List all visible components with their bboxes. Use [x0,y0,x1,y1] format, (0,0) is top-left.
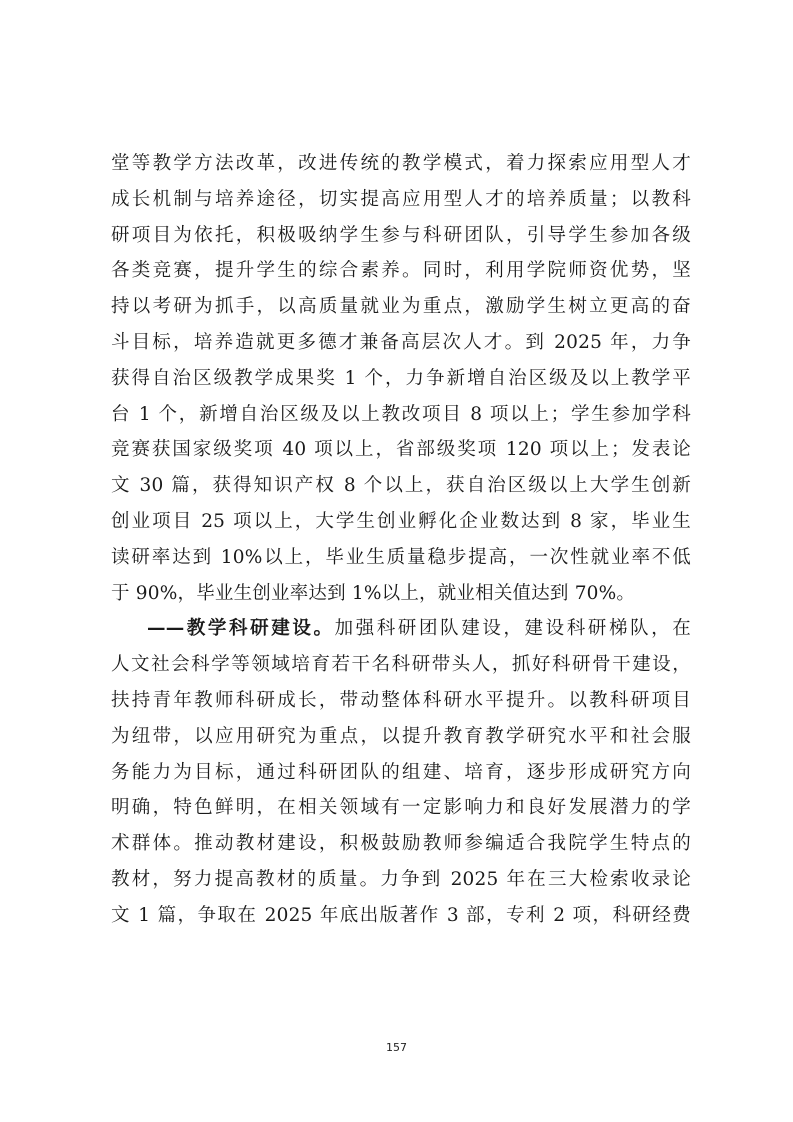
text-line: 获得自治区级教学成果奖 1 个，力争新增自治区级及以上教学平 [111,367,691,389]
text-line: 扶持青年教师科研成长，带动整体科研水平提升。以教科研项目 [111,689,691,711]
text-line: 持以考研为抓手，以高质量就业为重点，激励学生树立更高的奋 [111,296,691,318]
text-line: 台 1 个，新增自治区级及以上教改项目 8 项以上；学生参加学科 [111,403,691,425]
text-line: 成长机制与培养途径，切实提高应用型人才的培养质量；以教科 [111,188,691,210]
text-line: 创业项目 25 项以上，大学生创业孵化企业数达到 8 家，毕业生 [111,510,691,532]
section-heading: ——教学科研建设。 [147,618,335,640]
text-line: 文 30 篇，获得知识产权 8 个以上，获自治区级以上大学生创新 [111,475,691,497]
text-line: 为纽带，以应用研究为重点，以提升教育教学研究水平和社会服 [111,725,691,747]
text-line: 文 1 篇，争取在 2025 年底出版著作 3 部，专利 2 项，科研经费 [111,904,691,926]
text-line: 竞赛获国家级奖项 40 项以上，省部级奖项 120 项以上；发表论 [111,439,691,461]
text-line: 堂等教学方法改革，改进传统的教学模式，着力探索应用型人才 [111,153,691,174]
text-line: 于 90%，毕业生创业率达到 1%以上，就业相关值达到 70%。 [111,582,636,604]
paragraph-research-construction [111,611,691,933]
text-line: 人文社会科学等领域培育若干名科研带头人，抓好科研骨干建设， [111,654,691,676]
text-line: 务能力为目标，通过科研团队的组建、培育，逐步形成研究方向 [111,761,691,783]
text-line: 教材，努力提高教材的质量。力争到 2025 年在三大检索收录论 [111,868,691,890]
heading-line-rest: 加强科研团队建设，建设科研梯队，在 [334,618,691,640]
page-number: 157 [386,1041,407,1054]
text-line: 读研率达到 10%以上，毕业生质量稳步提高，一次性就业率不低 [111,546,691,568]
body-text [111,146,691,934]
paragraph-training-goals [111,146,691,611]
text-line: 各类竞赛，提升学生的综合素养。同时，利用学院师资优势，坚 [111,260,691,282]
text-line-with-heading [111,611,691,647]
text-line: 斗目标，培养造就更多德才兼备高层次人才。到 2025 年，力争 [111,331,691,353]
text-line: 术群体。推动教材建设，积极鼓励教师参编适合我院学生特点的 [111,833,691,855]
text-line: 研项目为依托，积极吸纳学生参与科研团队，引导学生参加各级 [111,224,691,246]
text-line: 明确，特色鲜明，在相关领域有一定影响力和良好发展潜力的学 [111,797,691,819]
